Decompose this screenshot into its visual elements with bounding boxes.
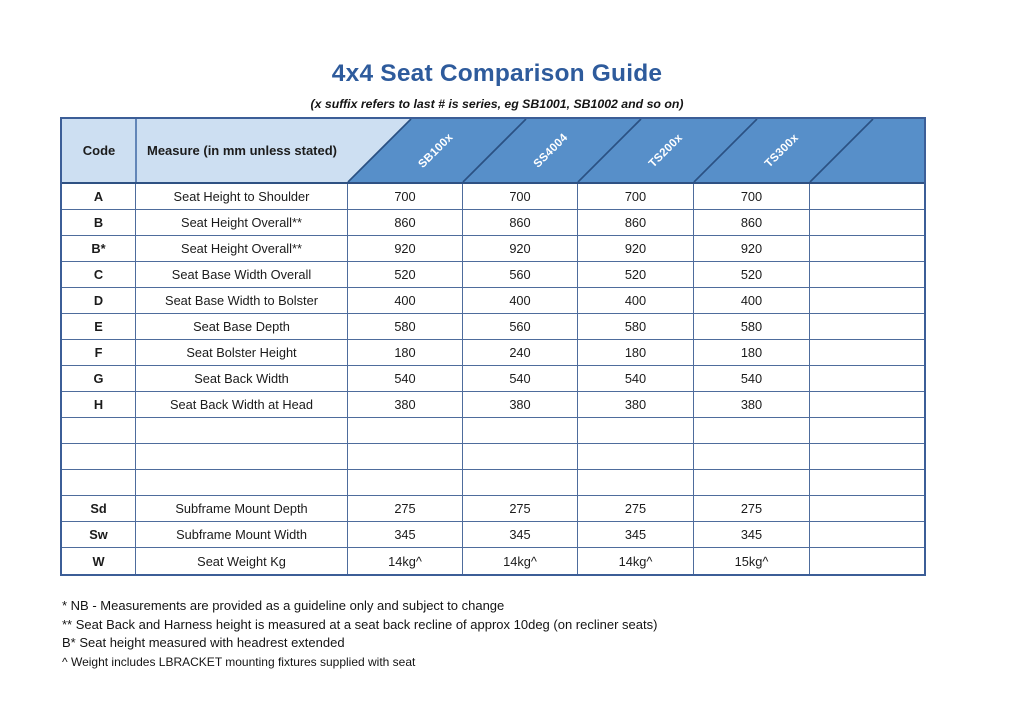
code-cell: G <box>62 366 136 392</box>
table-row <box>62 392 924 418</box>
blank-cell <box>810 184 924 210</box>
blank-cell <box>810 496 924 522</box>
value-cell: 920 <box>348 236 463 262</box>
value-cell: 540 <box>348 366 463 392</box>
code-cell <box>62 444 136 470</box>
code-cell: F <box>62 340 136 366</box>
code-cell <box>62 470 136 496</box>
measure-column-header: Measure (in mm unless stated) <box>147 143 337 158</box>
value-cell: 345 <box>578 522 694 548</box>
table-body <box>62 184 924 574</box>
value-cell: 380 <box>348 392 463 418</box>
code-cell: H <box>62 392 136 418</box>
value-cell <box>694 418 810 444</box>
value-cell: 520 <box>578 262 694 288</box>
measure-cell: Subframe Mount Depth <box>136 496 348 522</box>
value-cell <box>348 418 463 444</box>
value-cell <box>348 470 463 496</box>
value-cell: 14kg^ <box>463 548 578 574</box>
blank-cell <box>810 340 924 366</box>
measure-cell: Seat Weight Kg <box>136 548 348 574</box>
value-cell: 380 <box>463 392 578 418</box>
footnote-guideline: * NB - Measurements are provided as a guideline only and subject to change <box>62 598 505 613</box>
table-row <box>62 418 924 444</box>
measure-cell: Subframe Mount Width <box>136 522 348 548</box>
value-cell: 275 <box>694 496 810 522</box>
value-cell: 860 <box>694 210 810 236</box>
measure-cell: Seat Back Width at Head <box>136 392 348 418</box>
value-cell <box>463 418 578 444</box>
column-header-ss4004: SS4004 <box>531 131 571 171</box>
value-cell: 580 <box>348 314 463 340</box>
table-row <box>62 210 924 236</box>
measure-cell: Seat Height to Shoulder <box>136 184 348 210</box>
measure-cell: Seat Height Overall** <box>136 210 348 236</box>
measure-cell <box>136 418 348 444</box>
table-row <box>62 340 924 366</box>
value-cell: 180 <box>348 340 463 366</box>
table-row <box>62 314 924 340</box>
blank-cell <box>810 522 924 548</box>
code-cell: E <box>62 314 136 340</box>
column-header-sb100x: SB100x <box>416 131 456 171</box>
table-row <box>62 496 924 522</box>
value-cell: 400 <box>463 288 578 314</box>
blank-cell <box>810 444 924 470</box>
value-cell: 275 <box>578 496 694 522</box>
title-area <box>66 0 928 111</box>
comparison-table <box>60 117 926 576</box>
value-cell: 400 <box>348 288 463 314</box>
code-cell: C <box>62 262 136 288</box>
measure-cell: Seat Base Width to Bolster <box>136 288 348 314</box>
value-cell: 700 <box>348 184 463 210</box>
value-cell: 860 <box>348 210 463 236</box>
value-cell <box>463 444 578 470</box>
value-cell: 400 <box>694 288 810 314</box>
blank-cell <box>810 288 924 314</box>
code-cell: W <box>62 548 136 574</box>
value-cell: 920 <box>694 236 810 262</box>
value-cell: 275 <box>348 496 463 522</box>
value-cell: 380 <box>578 392 694 418</box>
value-cell: 345 <box>463 522 578 548</box>
blank-cell <box>810 262 924 288</box>
table-row <box>62 444 924 470</box>
code-cell: B* <box>62 236 136 262</box>
blank-cell <box>810 236 924 262</box>
value-cell <box>694 444 810 470</box>
value-cell: 560 <box>463 262 578 288</box>
value-cell: 15kg^ <box>694 548 810 574</box>
value-cell: 920 <box>463 236 578 262</box>
value-cell: 345 <box>348 522 463 548</box>
value-cell: 345 <box>694 522 810 548</box>
footnote-weight: ^ Weight includes LBRACKET mounting fixtures supplied with seat <box>62 654 416 669</box>
table-row <box>62 366 924 392</box>
value-cell: 700 <box>463 184 578 210</box>
value-cell: 700 <box>694 184 810 210</box>
value-cell: 920 <box>578 236 694 262</box>
value-cell: 240 <box>463 340 578 366</box>
measure-cell <box>136 470 348 496</box>
table-row <box>62 262 924 288</box>
value-cell: 275 <box>463 496 578 522</box>
value-cell <box>578 418 694 444</box>
measure-cell <box>136 444 348 470</box>
value-cell: 560 <box>463 314 578 340</box>
table-row <box>62 548 924 574</box>
table-row <box>62 184 924 210</box>
value-cell: 540 <box>694 366 810 392</box>
table-row <box>62 236 924 262</box>
blank-cell <box>810 418 924 444</box>
measure-cell: Seat Height Overall** <box>136 236 348 262</box>
value-cell <box>578 470 694 496</box>
code-cell: Sd <box>62 496 136 522</box>
value-cell <box>578 444 694 470</box>
value-cell: 580 <box>694 314 810 340</box>
value-cell <box>348 444 463 470</box>
table-header <box>62 119 924 184</box>
value-cell: 180 <box>578 340 694 366</box>
code-cell <box>62 418 136 444</box>
value-cell: 860 <box>578 210 694 236</box>
value-cell <box>463 470 578 496</box>
code-cell: Sw <box>62 522 136 548</box>
value-cell: 14kg^ <box>578 548 694 574</box>
footnote-headrest: B* Seat height measured with headrest extended <box>62 635 345 650</box>
value-cell: 580 <box>578 314 694 340</box>
blank-cell <box>810 470 924 496</box>
table-row <box>62 470 924 496</box>
measure-cell: Seat Bolster Height <box>136 340 348 366</box>
page-title: 4x4 Seat Comparison Guide <box>331 60 663 87</box>
value-cell: 520 <box>348 262 463 288</box>
measure-cell: Seat Back Width <box>136 366 348 392</box>
column-header-ts200x: TS200x <box>646 131 686 171</box>
blank-cell <box>810 210 924 236</box>
value-cell: 180 <box>694 340 810 366</box>
value-cell: 540 <box>463 366 578 392</box>
value-cell: 520 <box>694 262 810 288</box>
value-cell: 400 <box>578 288 694 314</box>
value-cell: 700 <box>578 184 694 210</box>
page-subtitle: (x suffix refers to last # is series, eg SB1001, SB1002 and so on) <box>310 97 684 111</box>
blank-cell <box>810 548 924 574</box>
measure-cell: Seat Base Width Overall <box>136 262 348 288</box>
value-cell: 380 <box>694 392 810 418</box>
code-cell: A <box>62 184 136 210</box>
code-cell: D <box>62 288 136 314</box>
measure-cell: Seat Base Depth <box>136 314 348 340</box>
blank-cell <box>810 392 924 418</box>
value-cell: 540 <box>578 366 694 392</box>
code-cell: B <box>62 210 136 236</box>
value-cell <box>694 470 810 496</box>
table-row <box>62 522 924 548</box>
table-row <box>62 288 924 314</box>
blank-cell <box>810 314 924 340</box>
value-cell: 860 <box>463 210 578 236</box>
blank-cell <box>810 366 924 392</box>
value-cell: 14kg^ <box>348 548 463 574</box>
footnotes <box>62 599 1024 669</box>
column-header-ts300x: TS300x <box>762 131 802 171</box>
footnote-recline: ** Seat Back and Harness height is measured at a seat back recline of approx 10deg (on recliner seats) <box>62 616 658 632</box>
code-column-header: Code <box>82 143 116 158</box>
